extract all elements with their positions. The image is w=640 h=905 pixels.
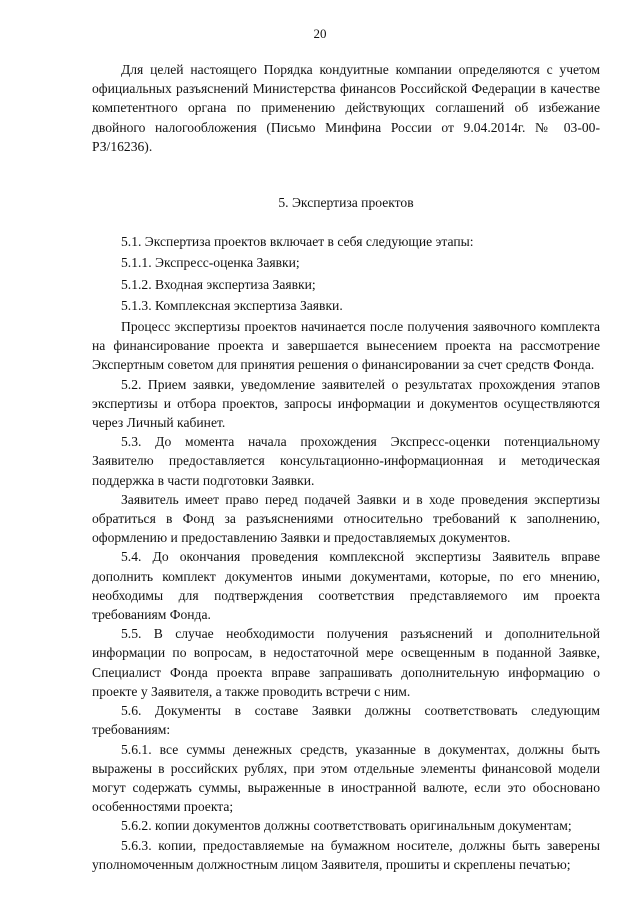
paragraph-applicant-rights: Заявитель имеет право перед подачей Заявки и в ходе проведения экспертизы обратиться в Фонд за разъяснениями относительно требований к заполнению, оформлению и предоставлению Заявки и предоставляемых документов. [92, 491, 600, 546]
paragraph-5-6-1: 5.6.1. все суммы денежных средств, указанные в документах, должны быть выражены в российских рублях, при этом отдельные элементы финансовой модели могут содержать суммы, выраженные в иностранной валюте, если это обосновано особенностями проекта; [92, 741, 600, 815]
paragraph-5-1-1: 5.1.1. Экспресс-оценка Заявки; [121, 255, 300, 271]
section-title: 5. Экспертиза проектов [278, 195, 414, 211]
paragraph-5-1-2: 5.1.2. Входная экспертиза Заявки; [121, 276, 316, 292]
paragraph-5-6: 5.6. Документы в составе Заявки должны соответствовать следующим требованиям: [92, 703, 600, 738]
intro-paragraph: Для целей настоящего Порядка кондуитные компании определяются с учетом официальных разъяснений Министерства финансов Российской Федерации в качестве компетентного органа по применению действующих соглашений об избежание двойного налогообложения (Письмо Минфина России от 9.04.2014г. № 03-00-РЗ/16236). [92, 62, 600, 154]
document-body [92, 60, 600, 874]
paragraph-5-6-3: 5.6.3. копии, предоставляемые на бумажном носителе, должны быть заверены уполномоченным должностным лицом Заявителя, прошиты и скреплены печатью; [92, 837, 600, 872]
paragraph-5-6-2: 5.6.2. копии документов должны соответствовать оригинальным документам; [121, 818, 572, 834]
paragraph-5-1: 5.1. Экспертиза проектов включает в себя следующие этапы: [121, 234, 474, 250]
paragraph-5-3: 5.3. До момента начала прохождения Экспресс-оценки потенциальному Заявителю предоставляется консультационно-информационная и методическая поддержка в части подготовки Заявки. [92, 434, 600, 488]
paragraph-5-5: 5.5. В случае необходимости получения разъяснений и дополнительной информации по вопросам, в недостаточной мере освещенным в поданной Заявке, Специалист Фонда проекта вправе запрашивать дополнительную информацию о проекте у Заявителя, а также проводить встречи с ним. [92, 626, 600, 699]
paragraph-5-2: 5.2. Прием заявки, уведомление заявителей о результатах прохождения этапов экспертизы и отбора проектов, запросы информации и документов осуществляются через Личный кабинет. [92, 376, 600, 431]
paragraph-5-1-3: 5.1.3. Комплексная экспертиза Заявки. [121, 297, 343, 313]
paragraph-5-4: 5.4. До окончания проведения комплексной экспертизы Заявитель вправе дополнить комплект документов иными документами, которые, по его мнению, необходимы для подтверждения соответствия представляемого им проекта требованиям Фонда. [92, 549, 600, 623]
page-number: 20 [313, 26, 327, 41]
paragraph-process: Процесс экспертизы проектов начинается после получения заявочного комплекта на финансирование проекта и завершается вынесением проекта на рассмотрение Экспертным советом для принятия решения о финансировании за счет средств Фонда. [92, 319, 600, 373]
